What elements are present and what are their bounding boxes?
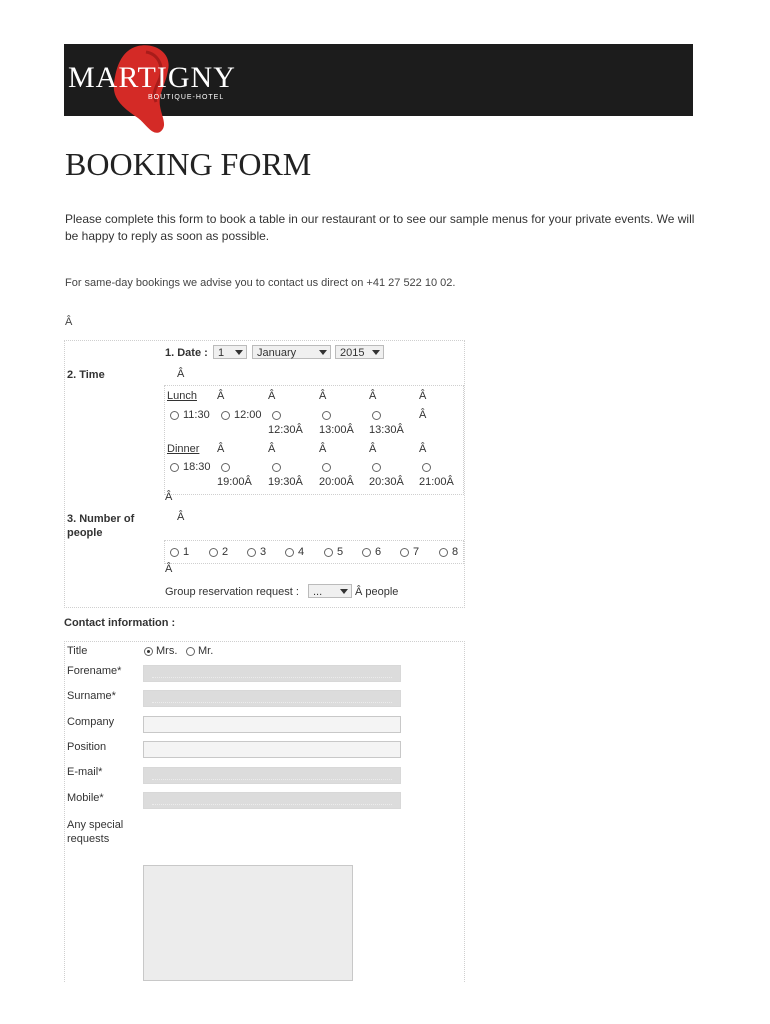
contact-heading: Contact information : — [64, 617, 176, 629]
encoding-artifact: Â — [165, 491, 173, 503]
chevron-down-icon — [235, 350, 243, 355]
forename-field[interactable] — [143, 665, 401, 682]
lunch-slot-radio[interactable] — [170, 411, 179, 420]
lunch-slot-label: 12:30Â — [268, 424, 303, 436]
title-label: Title — [67, 645, 88, 657]
people-option-label: 6 — [375, 546, 382, 558]
month-select[interactable]: January — [252, 345, 331, 359]
encoding-artifact: Â — [319, 390, 327, 402]
special-requests-textarea[interactable] — [143, 865, 353, 981]
dinner-slot-label: 20:00Â — [319, 476, 354, 488]
encoding-artifact: Â — [268, 443, 276, 455]
people-option-label: 2 — [222, 546, 229, 558]
year-select[interactable]: 2015 — [335, 345, 384, 359]
encoding-artifact: Â — [217, 443, 225, 455]
special-requests-label: Any special requests — [67, 819, 124, 845]
group-size-select[interactable]: ... — [308, 584, 352, 598]
group-reservation-label: Group reservation request : — [165, 586, 299, 598]
dinner-slot-radio[interactable] — [170, 463, 179, 472]
people-option-label: 3 — [260, 546, 267, 558]
people-label: 3. Number of people — [67, 513, 135, 539]
people-radio[interactable] — [170, 548, 179, 557]
people-option-label: 5 — [337, 546, 344, 558]
day-select[interactable]: 1 — [213, 345, 247, 359]
time-label: 2. Time — [67, 369, 105, 381]
people-radio[interactable] — [285, 548, 294, 557]
encoding-artifact: Â — [369, 443, 377, 455]
lunch-slot-radio[interactable] — [272, 411, 281, 420]
encoding-artifact: Â — [419, 390, 427, 402]
lunch-slot-radio[interactable] — [372, 411, 381, 420]
forename-label: Forename* — [67, 665, 122, 677]
dinner-slot-label: 18:30 — [183, 461, 211, 473]
people-option-label: 7 — [413, 546, 420, 558]
encoding-artifact: Â — [319, 443, 327, 455]
lunch-label[interactable]: Lunch — [167, 390, 197, 402]
brand-subtitle: BOUTIQUE-HOTEL — [148, 94, 225, 101]
encoding-artifact: Â — [177, 511, 185, 523]
people-radio[interactable] — [247, 548, 256, 557]
dinner-slot-label: 19:00Â — [217, 476, 252, 488]
title-option-mrs: Mrs. — [156, 645, 178, 657]
people-radio[interactable] — [400, 548, 409, 557]
dinner-slot-label: 19:30Â — [268, 476, 303, 488]
lunch-slot-radio[interactable] — [221, 411, 230, 420]
encoding-artifact: Â — [217, 390, 225, 402]
page-title: BOOKING FORM — [65, 146, 312, 182]
position-field[interactable] — [143, 741, 401, 758]
chevron-down-icon — [340, 589, 348, 594]
chevron-down-icon — [372, 350, 380, 355]
encoding-artifact: Â — [65, 316, 73, 328]
dinner-slot-radio[interactable] — [322, 463, 331, 472]
intro-text: Please complete this form to book a table in our restaurant or to see our sample menus for your private events. We will be happy to reply as soon as possible. — [65, 212, 695, 243]
people-radio[interactable] — [439, 548, 448, 557]
email-label: E-mail* — [67, 766, 103, 778]
encoding-artifact: Â — [177, 368, 185, 380]
chevron-down-icon — [319, 350, 327, 355]
mobile-label: Mobile* — [67, 792, 104, 804]
people-radio[interactable] — [209, 548, 218, 557]
dinner-slot-radio[interactable] — [372, 463, 381, 472]
encoding-artifact: Â — [268, 390, 276, 402]
surname-label: Surname* — [67, 690, 116, 702]
dinner-slot-radio[interactable] — [422, 463, 431, 472]
advisory-text: For same-day bookings we advise you to contact us direct on +41 27 522 10 02. — [65, 277, 456, 289]
dinner-label[interactable]: Dinner — [167, 443, 200, 455]
encoding-artifact: Â — [419, 443, 427, 455]
title-radio-mr[interactable] — [186, 647, 195, 656]
dinner-slot-radio[interactable] — [221, 463, 230, 472]
company-field[interactable] — [143, 716, 401, 733]
dinner-slot-label: 20:30Â — [369, 476, 404, 488]
date-label: 1. Date : — [165, 347, 208, 359]
title-radio-mrs[interactable] — [144, 647, 153, 656]
position-label: Position — [67, 741, 107, 753]
surname-field[interactable] — [143, 690, 401, 707]
people-option-label: 1 — [183, 546, 190, 558]
lunch-slot-label: 12:00 — [234, 409, 262, 421]
title-option-mr: Mr. — [198, 645, 214, 657]
dinner-slot-label: 21:00Â — [419, 476, 454, 488]
lunch-slot-label: 11:30 — [183, 409, 210, 421]
people-radio[interactable] — [324, 548, 333, 557]
email-field[interactable] — [143, 767, 401, 784]
encoding-artifact: Â — [369, 390, 377, 402]
dinner-slot-radio[interactable] — [272, 463, 281, 472]
lunch-slot-label: 13:00Â — [319, 424, 354, 436]
people-option-label: 4 — [298, 546, 305, 558]
brand-name[interactable]: MARTIGNY — [68, 61, 236, 94]
encoding-artifact: Â — [419, 409, 427, 421]
lunch-slot-label: 13:30Â — [369, 424, 404, 436]
company-label: Company — [67, 716, 115, 728]
lunch-slot-radio[interactable] — [322, 411, 331, 420]
people-option-label: 8 — [452, 546, 459, 558]
encoding-artifact: Â — [165, 563, 173, 575]
group-people-suffix: Â people — [355, 586, 399, 598]
people-radio[interactable] — [362, 548, 371, 557]
mobile-field[interactable] — [143, 792, 401, 809]
